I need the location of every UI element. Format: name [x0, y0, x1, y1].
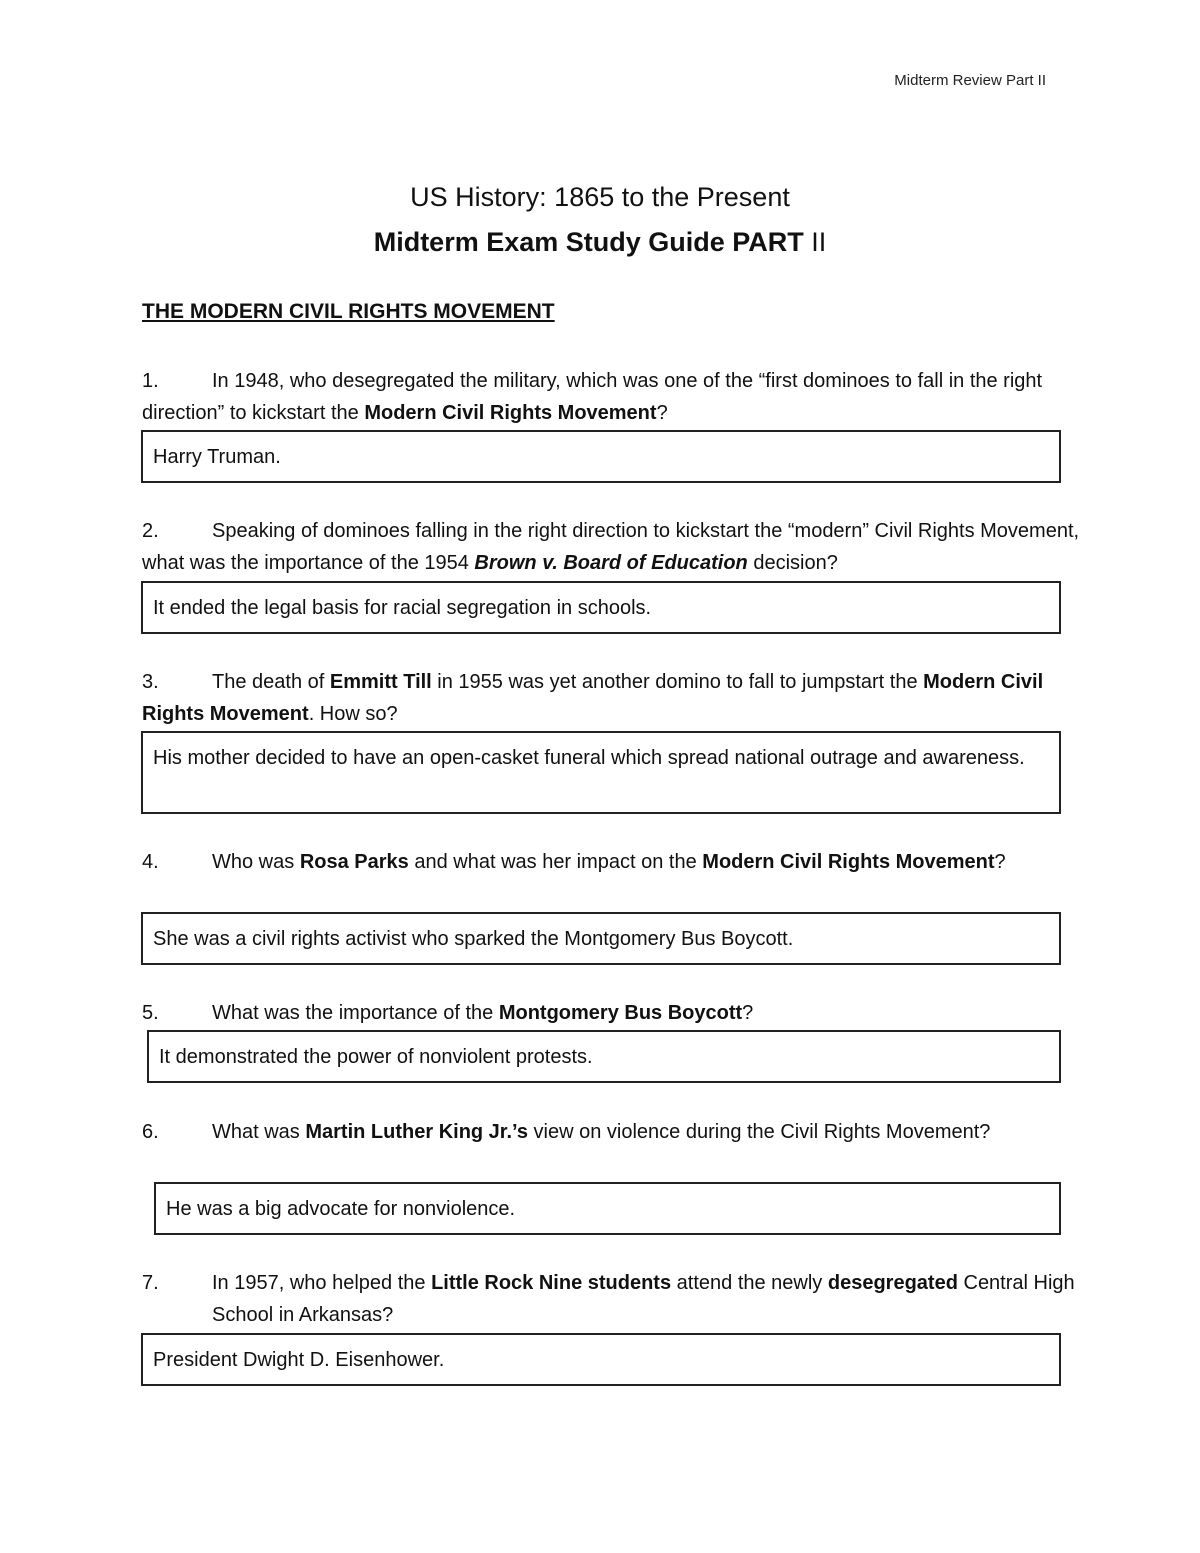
document-title: US History: 1865 to the Present	[410, 182, 790, 212]
question-text: and what was her impact on the	[408, 851, 703, 873]
question-text: decision?	[747, 552, 838, 574]
question-text: In 1957, who helped the	[212, 1272, 432, 1294]
answer-box-6[interactable]: He was a big advocate for nonviolence.	[154, 1182, 1061, 1235]
question-number: 5.	[142, 1002, 159, 1024]
question-text: Modern Civil Rights Movement	[702, 851, 995, 873]
document-subtitle	[0, 227, 1200, 258]
question-text: Who was	[212, 851, 300, 873]
question-text: Modern Civil Rights Movement	[364, 402, 657, 424]
subtitle-tail: II	[803, 227, 827, 257]
question-text: Speaking of dominoes falling in the right direction to kickstart the “modern” Civil Rights Movement, what was the importance of the 1954	[142, 520, 1080, 574]
question-text: Little Rock Nine students	[431, 1272, 672, 1294]
question-number: 3.	[142, 671, 159, 693]
question-text: desegregated	[827, 1272, 958, 1294]
question-number: 6.	[142, 1121, 159, 1143]
question-text: Modern Civil Rights Movement	[142, 671, 1044, 725]
question-text: ?	[994, 851, 1006, 873]
question-text: The death of	[212, 671, 330, 693]
question-text: . How so?	[308, 703, 398, 725]
question-6	[142, 1116, 1087, 1148]
section-heading: THE MODERN CIVIL RIGHTS MOVEMENT	[142, 300, 555, 323]
question-4	[142, 846, 1087, 878]
header-note: Midterm Review Part II	[894, 72, 1046, 89]
question-7	[142, 1267, 1087, 1331]
answer-box-4[interactable]: She was a civil rights activist who sparked the Montgomery Bus Boycott.	[141, 912, 1061, 965]
question-number: 2.	[142, 520, 159, 542]
question-3	[142, 666, 1087, 730]
subtitle-main: Midterm Exam Study Guide PART	[373, 227, 804, 257]
question-1	[142, 365, 1087, 429]
answer-box-7[interactable]: President Dwight D. Eisenhower.	[141, 1333, 1061, 1386]
question-text: What was the importance of the	[212, 1002, 499, 1024]
question-number: 4.	[142, 851, 159, 873]
answer-box-3[interactable]: His mother decided to have an open-casket funeral which spread national outrage and awareness.	[141, 731, 1061, 814]
question-text: view on violence during the Civil Rights Movement?	[527, 1121, 991, 1143]
question-text: attend the newly	[671, 1272, 828, 1294]
question-text: Montgomery Bus Boycott	[498, 1002, 743, 1024]
question-text: Martin Luther King Jr.’s	[305, 1121, 528, 1143]
question-2	[142, 515, 1087, 579]
question-number: 7.	[142, 1272, 159, 1294]
answer-box-2[interactable]: It ended the legal basis for racial segregation in schools.	[141, 581, 1061, 634]
question-text: Brown v. Board of Education	[474, 552, 748, 574]
question-text: What was	[212, 1121, 306, 1143]
question-5	[142, 997, 1087, 1029]
question-text: Rosa Parks	[299, 851, 409, 873]
question-text: in 1955 was yet another domino to fall to jumpstart the	[431, 671, 924, 693]
question-text: ?	[656, 402, 668, 424]
answer-box-1[interactable]: Harry Truman.	[141, 430, 1061, 483]
question-text: Central High School in Arkansas?	[212, 1272, 1075, 1326]
question-text: Emmitt Till	[329, 671, 432, 693]
question-text: In 1948, who desegregated the military, which was one of the “first dominoes to fall in the right direction” to kickstart the	[142, 370, 1043, 424]
question-text: ?	[742, 1002, 754, 1024]
question-number: 1.	[142, 370, 159, 392]
answer-box-5[interactable]: It demonstrated the power of nonviolent protests.	[147, 1030, 1061, 1083]
